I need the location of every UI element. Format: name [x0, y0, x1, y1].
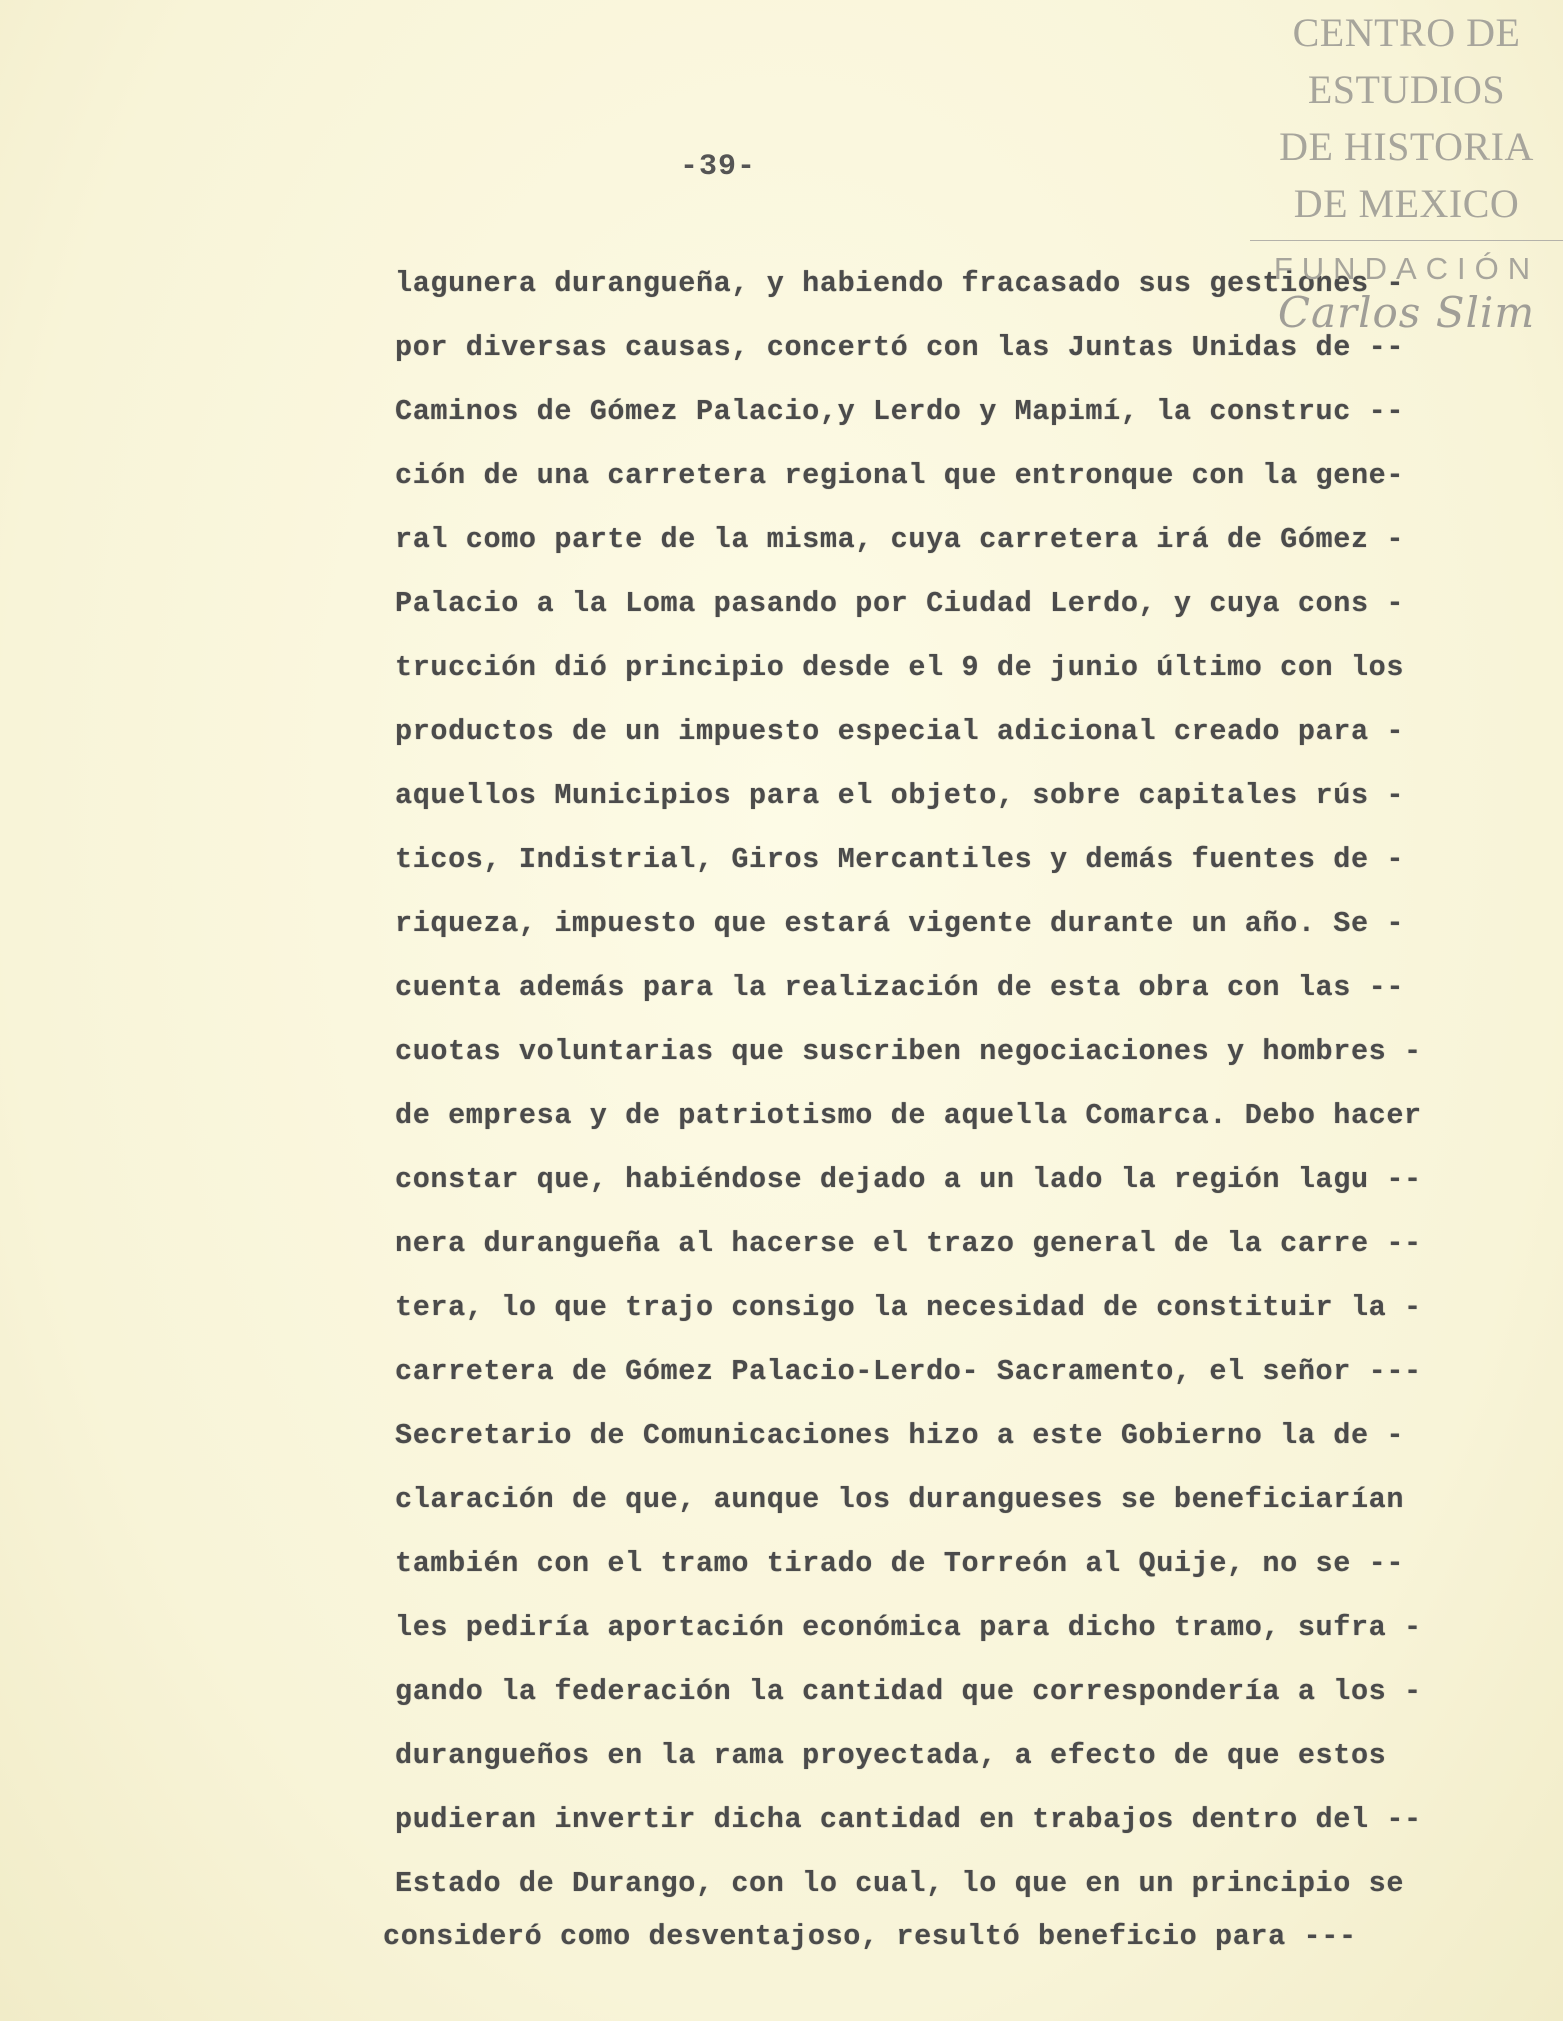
text-line: ticos, Indistrial, Giros Mercantiles y demás fuentes de -: [395, 843, 1405, 876]
text-line: nera durangueña al hacerse el trazo general de la carre --: [395, 1227, 1422, 1260]
text-line: de empresa y de patriotismo de aquella Comarca. Debo hacer: [395, 1099, 1422, 1132]
text-line: gando la federación la cantidad que correspondería a los -: [395, 1675, 1422, 1708]
text-line: Caminos de Gómez Palacio,y Lerdo y Mapimí, la construc --: [395, 395, 1405, 428]
text-line: lagunera durangueña, y habiendo fracasado sus gestiones -: [395, 267, 1405, 300]
watermark-line: DE HISTORIA: [1279, 124, 1534, 169]
text-line: les pediría aportación económica para dicho tramo, sufra -: [395, 1611, 1422, 1644]
watermark-line: DE MEXICO: [1293, 181, 1520, 226]
text-line: trucción dió principio desde el 9 de junio último con los: [395, 651, 1405, 684]
typed-body-text: [395, 252, 1515, 1916]
page-number: -39-: [680, 150, 757, 184]
watermark-divider: [1250, 240, 1563, 241]
text-line: cuotas voluntarias que suscriben negociaciones y hombres -: [395, 1035, 1422, 1068]
text-line: ción de una carretera regional que entronque con la gene-: [395, 459, 1405, 492]
text-line: cuenta además para la realización de esta obra con las --: [395, 971, 1405, 1004]
watermark-line: ESTUDIOS: [1307, 67, 1506, 112]
text-line: Palacio a la Loma pasando por Ciudad Lerdo, y cuya cons -: [395, 587, 1405, 620]
text-line: pudieran invertir dicha cantidad en trabajos dentro del --: [395, 1803, 1422, 1836]
watermark-line: CENTRO DE: [1292, 10, 1521, 55]
text-line: carretera de Gómez Palacio-Lerdo- Sacramento, el señor ---: [395, 1355, 1422, 1388]
watermark-signature: Carlos Slim: [1277, 288, 1536, 337]
text-line: por diversas causas, concertó con las Juntas Unidas de --: [395, 331, 1405, 364]
text-line: aquellos Municipios para el objeto, sobre capitales rús -: [395, 779, 1405, 812]
text-line: también con el tramo tirado de Torreón al Quije, no se --: [395, 1547, 1405, 1580]
text-line: productos de un impuesto especial adicional creado para -: [395, 715, 1405, 748]
text-line: constar que, habiéndose dejado a un lado la región lagu --: [395, 1163, 1422, 1196]
text-line: Secretario de Comunicaciones hizo a este Gobierno la de -: [395, 1419, 1405, 1452]
text-line: durangueños en la rama proyectada, a efecto de que estos: [395, 1739, 1387, 1772]
text-line: Estado de Durango, con lo cual, lo que en un principio se: [395, 1867, 1405, 1900]
archive-watermark: [1250, 0, 1563, 380]
last-text-line: consideró como desventajoso, resultó beneficio para ---: [383, 1920, 1357, 1953]
text-line: ral como parte de la misma, cuya carretera irá de Gómez -: [395, 523, 1405, 556]
watermark-foundation: FUNDACIÓN: [1273, 251, 1540, 286]
text-line: claración de que, aunque los durangueses se beneficiarían: [395, 1483, 1405, 1516]
text-line: riqueza, impuesto que estará vigente durante un año. Se -: [395, 907, 1405, 940]
text-line: tera, lo que trajo consigo la necesidad de constituir la -: [395, 1291, 1422, 1324]
